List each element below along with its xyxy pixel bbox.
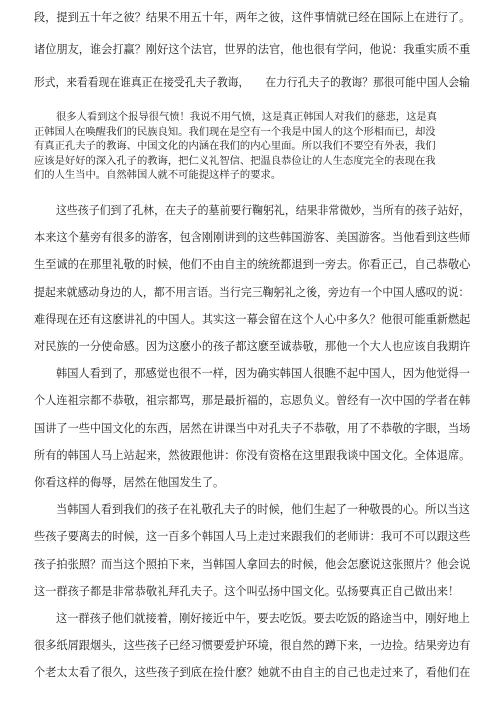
text-line: 很多纸屑跟烟头，这些孩子已经习惯要爱护环境，很自然的蹲下来，一边捡。结果旁边有 — [34, 639, 471, 653]
text-line: 孩子拍张照？而当这个照拍下来，当韩国人拿回去的时候，他会怎麽说这张照片？他会说 — [34, 557, 471, 571]
text-line: 国讲了一些中国文化的东西，居然在讲课当中对孔夫子不恭敬，用了不恭敬的字眼，当场 — [34, 421, 471, 435]
text-line: 形式，来看看现在谁真正在接受孔夫子教诲， 在力行孔夫子的教诲？那很可能中国人会输 — [34, 76, 470, 89]
text-line: 这些孩子们到了孔林，在夫子的墓前要行鞠躬礼，结果非常微妙，当所有的孩子站好， — [56, 204, 471, 217]
text-line: 个老太太看了很久，这些孩子到底在捡什麽？她就不由自主的自己也走过来了，看他们在 — [34, 666, 471, 680]
text-line: 生至诚的在那里礼敬的时候，他们不由自主的统统都退到一旁去。你看正己，自己恭敬心 — [34, 258, 471, 272]
text-line: 你看这样的侮辱，居然在他国发生了。 — [34, 476, 225, 489]
text-line: 本来这个墓旁有很多的游客，包含刚刚讲到的这些韩国游客、美国游客。当他看到这些师 — [34, 231, 471, 245]
text-line: 诸位朋友，谁会打赢？刚好这个法官，世界的法官，他也很有学问，他说：我重实质不重 — [34, 43, 471, 56]
text-line: 当韩国人看到我们的孩子在礼敬孔夫子的时候，他们生起了一种敬畏的心。所以当这 — [56, 503, 470, 517]
text-line: 这一群孩子都是非常恭敬礼拜孔夫子。这个叫弘扬中国文化。弘扬要真正自己做出来！ — [34, 584, 460, 598]
text-line: 对民族的一分使命感。因为这麽小的孩子都这麽至诚恭敬，那他一个大人也应该自我期许 — [34, 340, 471, 353]
text-line: 些孩子要离去的时候，这一百多个韩国人马上走过来跟我们的老师讲：我可不可以跟这些 — [34, 530, 471, 544]
text-line: 个人连祖宗都不恭敬，祖宗都骂，那是最折福的，忘恩负义。曾经有一次中国的学者在韩 — [34, 394, 471, 408]
text-line: 韩国人看到了，那感觉也很不一样，因为确实韩国人很瞧不起中国人，因为他觉得一 — [56, 367, 470, 381]
text-line: 段，提到五十年之彼？结果不用五十年，两年之彼，这件事情就已经在国际上在进行了。 — [34, 11, 471, 24]
dense-paragraph: 很多人看到这个报导很气愤！我说不用气愤，这是真正韩国人对我们的慈悲，这是真正韩国人在唤醒我们的民族良知。我们现在是空有一个我是中国人的这个形相而已，却没有真正孔夫子的教诲、中国文化的内涵在我们的内心里面。所以我们不要空有外表，我们应该是好好的深入孔子的教诲，把仁义礼智信、把温良恭俭让的人生态度完全的表现在我们的人生当中。自然韩国人就不可能提这样子的要求。 — [34, 111, 437, 182]
text-line: 这一群孩子他们就接着，刚好接近中午，要去吃饭。要去吃饭的路途当中，刚好地上 — [56, 612, 470, 625]
text-line: 所有的韩国人马上站起来，然彼跟他讲：你没有资格在这里跟我谈中国文化。全体退席。 — [34, 448, 471, 462]
text-line: 难得现在还有这麽讲礼的中国人。其实这一幕会留在这个人心中多久？他很可能重新燃起 — [34, 312, 471, 326]
text-line: 提起来就感动身边的人，都不用言语。当行完三鞠躬礼之後，旁边有一个中国人感叹的说： — [34, 285, 470, 299]
